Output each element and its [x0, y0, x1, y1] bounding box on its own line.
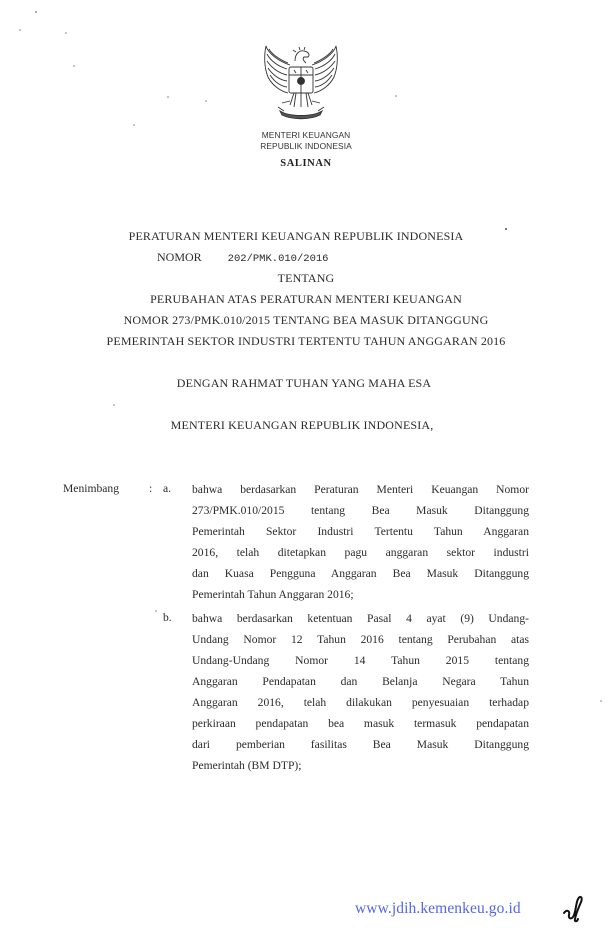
item-b-line: Anggaran Pendapatan dan Belanja Negara Tahun — [192, 675, 529, 688]
regulation-title: PERATURAN MENTERI KEUANGAN REPUBLIK INDONESIA — [128, 229, 464, 243]
item-b-line: Undang Nomor 12 Tahun 2016 tentang Perubahan atas — [192, 633, 529, 646]
item-a-line: bahwa berdasarkan Peraturan Menteri Keuangan Nomor — [192, 483, 529, 496]
item-b-line: dari pemberian fasilitas Bea Masuk Ditanggung — [192, 738, 529, 751]
regulation-number-row — [157, 250, 329, 265]
menimbang-label: Menimbang — [63, 482, 120, 495]
item-a-line: Pemerintah Sektor Industri Tertentu Tahun Anggaran — [192, 525, 529, 538]
consideration-item-b — [192, 608, 529, 776]
item-letter-b: b. — [163, 611, 172, 624]
subject-line-2: NOMOR 273/PMK.010/2015 TENTANG BEA MASUK DITANGGUNG — [123, 313, 489, 327]
paraf-signature-icon — [562, 893, 588, 923]
tentang-heading: TENTANG — [277, 271, 335, 285]
item-b-line: Anggaran 2016, telah dilakukan penyesuaian terhadap — [192, 696, 529, 709]
subject-line-1: PERUBAHAN ATAS PERATURAN MENTERI KEUANGAN — [150, 292, 462, 306]
item-b-line: Pemerintah (BM DTP); — [192, 759, 302, 772]
item-a-line: dan Kuasa Pengguna Anggaran Bea Masuk Ditanggung — [192, 567, 529, 580]
ministry-name-line1: MENTERI KEUANGAN — [261, 130, 351, 140]
item-b-line: perkiraan pendapatan bea masuk termasuk pendapatan — [192, 717, 529, 730]
nomor-label: NOMOR — [157, 250, 202, 264]
copy-label: SALINAN — [280, 158, 332, 169]
subject-line-3: PEMERINTAH SEKTOR INDUSTRI TERTENTU TAHUN ANGGARAN 2016 — [106, 334, 506, 348]
nomor-value: 202/PMK.010/2016 — [227, 253, 329, 265]
garuda-emblem-icon — [260, 43, 342, 127]
invocation: DENGAN RAHMAT TUHAN YANG MAHA ESA — [176, 376, 432, 390]
menimbang-colon: : — [149, 482, 153, 495]
item-a-line: Pemerintah Tahun Anggaran 2016; — [192, 588, 354, 601]
item-b-line: bahwa berdasarkan ketentuan Pasal 4 ayat (9) Undang- — [192, 612, 529, 625]
jdih-website-link[interactable]: www.jdih.kemenkeu.go.id — [355, 900, 521, 917]
ministry-name-line2: REPUBLIK INDONESIA — [260, 141, 352, 151]
issuer: MENTERI KEUANGAN REPUBLIK INDONESIA, — [170, 418, 434, 432]
consideration-item-a — [192, 479, 529, 605]
item-letter-a: a. — [163, 482, 172, 495]
item-a-line: 2016, telah ditetapkan pagu anggaran sektor industri — [192, 546, 529, 559]
item-a-line: 273/PMK.010/2015 tentang Bea Masuk Ditanggung — [192, 504, 529, 517]
item-b-line: Undang-Undang Nomor 14 Tahun 2015 tentang — [192, 654, 529, 667]
